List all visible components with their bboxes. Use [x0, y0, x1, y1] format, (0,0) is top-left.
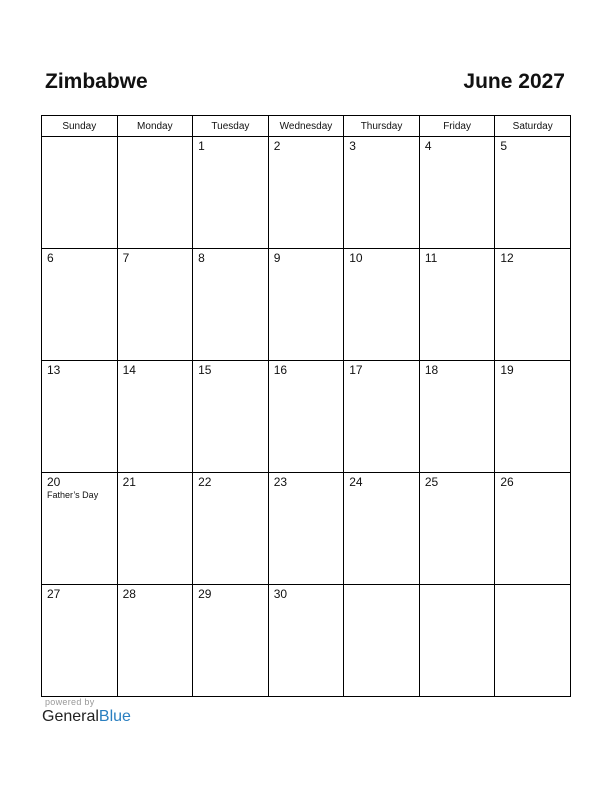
- day-number: 22: [198, 475, 212, 489]
- day-number: 4: [424, 139, 432, 153]
- day-cell: [344, 249, 420, 361]
- day-cell: [495, 249, 571, 361]
- day-number: 23: [273, 475, 288, 489]
- weekday-header: Sunday: [42, 116, 118, 137]
- week-row: [42, 137, 571, 249]
- day-cell: [495, 361, 571, 473]
- day-cell: [268, 361, 344, 473]
- day-cell: [268, 585, 344, 697]
- day-cell: [419, 137, 495, 249]
- day-cell: [193, 361, 269, 473]
- brand-logo-blue: Blue: [98, 708, 131, 725]
- calendar-grid: [41, 115, 571, 697]
- weekday-header: Friday: [419, 116, 495, 137]
- day-number: 25: [424, 475, 439, 489]
- day-cell: [193, 585, 269, 697]
- calendar-country-title: Zimbabwe: [45, 70, 148, 93]
- day-cell: [344, 585, 420, 697]
- day-number: 30: [273, 587, 288, 601]
- brand-logo-general: General: [42, 708, 99, 725]
- day-cell: [419, 473, 495, 585]
- day-number: 27: [47, 587, 61, 601]
- day-number: 11: [424, 251, 438, 265]
- day-number: 26: [500, 475, 514, 489]
- holiday-label: Father’s Day: [47, 490, 99, 500]
- day-number: 14: [122, 363, 136, 377]
- day-number: 16: [273, 363, 288, 377]
- powered-by-text: powered by: [45, 697, 95, 707]
- weekday-header: Tuesday: [193, 116, 269, 137]
- day-number: 1: [198, 139, 205, 153]
- day-cell: [495, 137, 571, 249]
- day-number: 20: [47, 475, 61, 489]
- day-cell: [419, 249, 495, 361]
- week-row: [42, 361, 571, 473]
- day-cell: [344, 361, 420, 473]
- day-number: 17: [349, 363, 363, 377]
- day-cell: [193, 137, 269, 249]
- day-number: 5: [500, 139, 508, 153]
- day-number: 7: [122, 251, 130, 265]
- day-cell: [117, 585, 193, 697]
- day-cell: [268, 137, 344, 249]
- day-cell: [268, 473, 344, 585]
- day-number: 18: [424, 363, 439, 377]
- day-cell: [193, 249, 269, 361]
- day-number: 19: [500, 363, 514, 377]
- day-cell: [344, 473, 420, 585]
- day-cell: [42, 249, 118, 361]
- day-number: 9: [273, 251, 281, 265]
- weekday-header: Thursday: [344, 116, 420, 137]
- day-cell: [268, 249, 344, 361]
- week-row: [42, 585, 571, 697]
- day-cell: [42, 361, 118, 473]
- day-cell: [495, 473, 571, 585]
- weekday-header: Wednesday: [268, 116, 344, 137]
- day-number: 28: [122, 587, 136, 601]
- week-row: [42, 473, 571, 585]
- day-number: 29: [198, 587, 212, 601]
- day-cell: [117, 249, 193, 361]
- day-number: 13: [47, 363, 61, 377]
- day-cell: [495, 585, 571, 697]
- day-number: 10: [349, 251, 363, 265]
- day-cell: [419, 585, 495, 697]
- week-row: [42, 249, 571, 361]
- day-number: 12: [500, 251, 514, 265]
- day-cell: [117, 473, 193, 585]
- weekday-header-row: [42, 116, 571, 137]
- day-number: 24: [349, 475, 363, 489]
- day-number: 2: [273, 139, 281, 153]
- day-cell: [42, 585, 118, 697]
- day-cell: [117, 361, 193, 473]
- day-cell: [344, 137, 420, 249]
- weekday-header: Saturday: [495, 116, 571, 137]
- day-cell: [117, 137, 193, 249]
- day-number: 6: [47, 251, 54, 265]
- weekday-header: Monday: [117, 116, 193, 137]
- day-cell: [42, 473, 118, 585]
- day-number: 15: [198, 363, 212, 377]
- day-cell: [193, 473, 269, 585]
- calendar-month-title: June 2027: [463, 70, 565, 93]
- day-number: 3: [349, 139, 356, 153]
- brand-logo: [42, 708, 131, 726]
- day-cell: [42, 137, 118, 249]
- day-number: 8: [198, 251, 205, 265]
- day-number: 21: [122, 475, 136, 489]
- day-cell: [419, 361, 495, 473]
